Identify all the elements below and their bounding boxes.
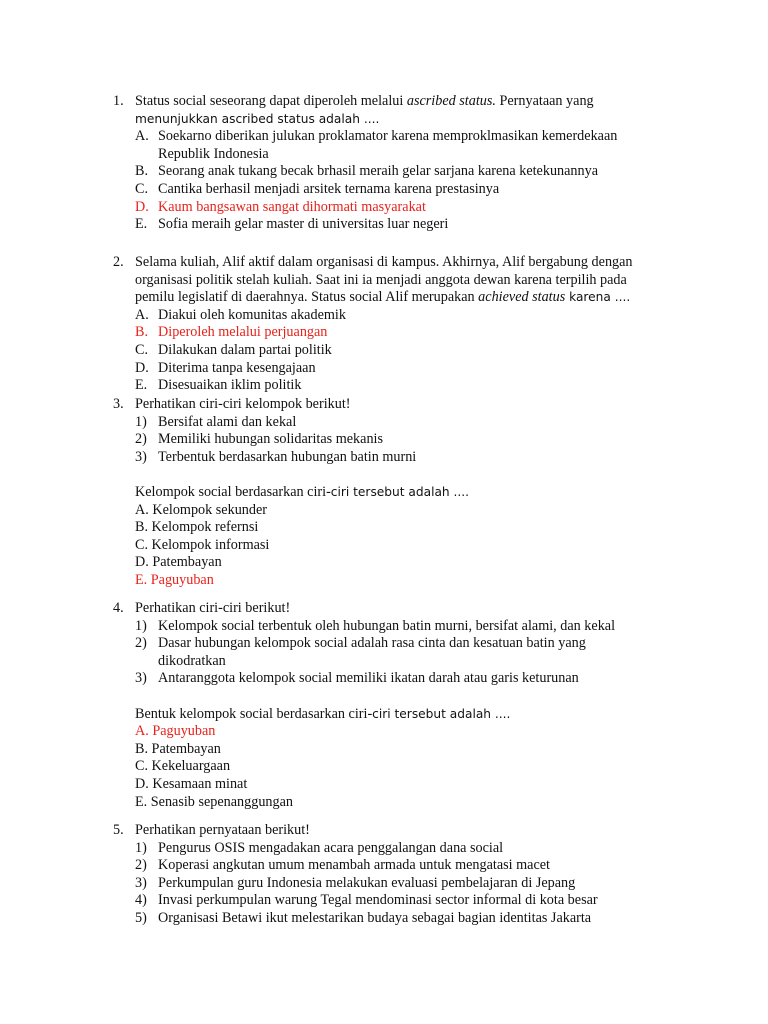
question-1-stem-italic: ascribed status. — [406, 93, 496, 109]
answer-option-continuation: Republik Indonesia — [158, 145, 269, 162]
question-2-stem-line2: organisasi politik stelah kuliah. Saat ini ia menjadi anggota dewan karena terpilih pada — [135, 271, 627, 288]
question-1-stem-end: Pernyataan yang — [495, 93, 594, 109]
answer-option: B. Seorang anak tukang becak brhasil meraih gelar sarjana karena ketekunannya — [135, 163, 599, 180]
correct-answer-option: D. Kaum bangsawan sangat dihormati masyarakat — [135, 198, 426, 215]
answer-option: C. Kekeluargaan — [135, 758, 231, 775]
answer-option: E. Sofia meraih gelar master di universitas luar negeri — [135, 216, 449, 233]
list-item: 1) Pengurus OSIS mengadakan acara penggalangan dana social — [135, 839, 504, 856]
answer-option: B. Patembayan — [135, 740, 221, 757]
list-item: 1) Kelompok social terbentuk oleh hubungan batin murni, bersifat alami, dan kekal — [135, 617, 616, 634]
question-3-stem: 3. Perhatikan ciri-ciri kelompok berikut! — [113, 396, 351, 412]
question-number: 1. — [113, 93, 124, 109]
question-1-stem-line2 — [113, 111, 673, 129]
question-5-stem: 5. Perhatikan pernyataan berikut! — [113, 822, 310, 838]
list-item: 1) Bersifat alami dan kekal — [135, 413, 297, 430]
question-number: 5. — [113, 822, 124, 838]
question-1-stem — [113, 93, 673, 111]
question-1 — [113, 93, 673, 234]
question-number: 3. — [113, 396, 124, 412]
answer-option: E. Disesuaikan iklim politik — [135, 377, 302, 394]
question-4-prompt: Bentuk kelompok social berdasarkan ciri-ciri tersebut adalah .... — [135, 705, 511, 722]
question-2-stem-line3: pemilu legislatif di daerahnya. Status social Alif merupakan achieved status karena .... — [135, 289, 631, 306]
answer-option: E. Senasib sepenanggungan — [135, 793, 293, 810]
list-item-continuation: dikodratkan — [158, 652, 226, 669]
question-5 — [113, 822, 673, 928]
list-item: 3) Antaranggota kelompok social memiliki ikatan darah atau garis keturunan — [135, 670, 579, 687]
answer-option: D. Diterima tanpa kesengajaan — [135, 359, 316, 376]
answer-option: B. Kelompok refernsi — [135, 519, 259, 536]
question-number: 2. — [113, 254, 124, 270]
answer-option: A. Diakui oleh komunitas akademik — [135, 306, 346, 323]
question-2-stem: 2. Selama kuliah, Alif aktif dalam organisasi di kampus. Akhirnya, Alif bergabung dengan — [113, 254, 633, 270]
correct-answer-option: B. Diperoleh melalui perjuangan — [135, 324, 328, 341]
correct-answer-option: E. Paguyuban — [135, 571, 214, 588]
list-item: 2) Koperasi angkutan umum menambah armada untuk mengatasi macet — [135, 857, 550, 874]
answer-option: A. Soekarno diberikan julukan proklamator karena memproklmasikan kemerdekaan — [135, 128, 618, 145]
list-item: 3) Perkumpulan guru Indonesia melakukan evaluasi pembelajaran di Jepang — [135, 874, 576, 891]
list-item: 2) Dasar hubungan kelompok social adalah rasa cinta dan kesatuan batin yang — [135, 635, 586, 652]
question-1-stem-text: Status social seseorang dapat diperoleh melalui — [135, 93, 407, 109]
answer-option: C. Cantika berhasil menjadi arsitek ternama karena prestasinya — [135, 180, 500, 197]
list-item: 5) Organisasi Betawi ikut melestarikan budaya sebagai bagian identitas Jakarta — [135, 909, 592, 926]
list-item: 4) Invasi perkumpulan warung Tegal mendominasi sector informal di kota besar — [135, 892, 598, 909]
question-1-stem-line2-text: menunjukkan ascribed status adalah .... — [135, 111, 380, 126]
question-2 — [113, 254, 673, 395]
answer-option: C. Kelompok informasi — [135, 536, 270, 553]
list-item: 2) Memiliki hubungan solidaritas mekanis — [135, 431, 383, 448]
question-3 — [113, 396, 673, 590]
question-3-prompt: Kelompok social berdasarkan ciri-ciri tersebut adalah .... — [135, 483, 470, 500]
answer-option: D. Patembayan — [135, 554, 222, 571]
correct-answer-option: A. Paguyuban — [135, 723, 216, 740]
question-4-stem: 4. Perhatikan ciri-ciri berikut! — [113, 600, 291, 616]
question-number: 4. — [113, 600, 124, 616]
list-item: 3) Terbentuk berdasarkan hubungan batin murni — [135, 448, 417, 465]
answer-option: D. Kesamaan minat — [135, 775, 248, 792]
question-4 — [113, 600, 673, 811]
answer-option: C. Dilakukan dalam partai politik — [135, 341, 332, 358]
answer-option: A. Kelompok sekunder — [135, 501, 267, 518]
